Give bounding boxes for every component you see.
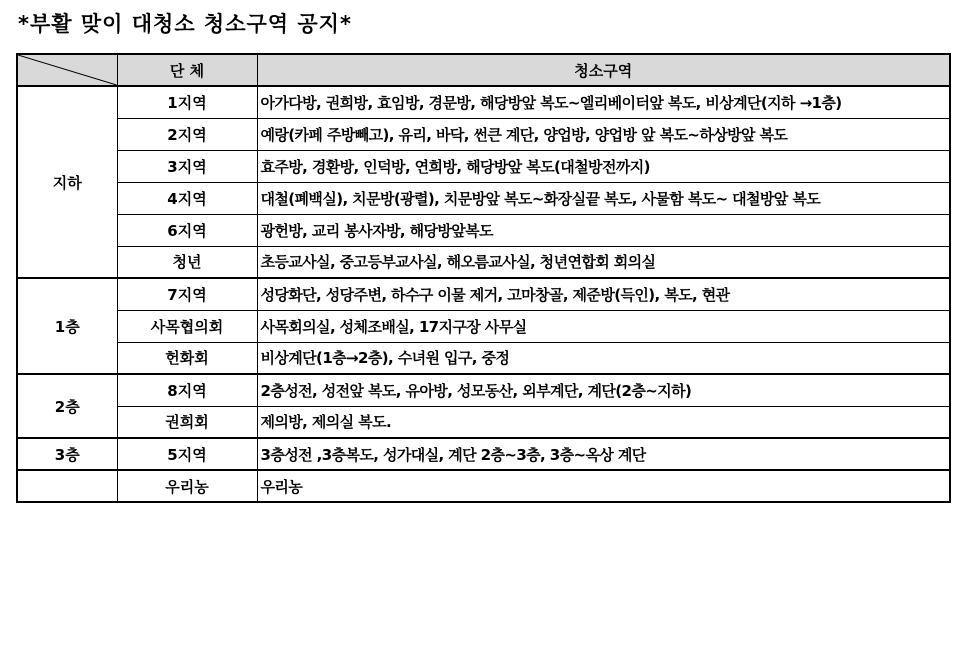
area-cell: 대철(폐백실), 치문방(광렬), 치문방앞 복도~화장실끝 복도, 사물함 복도~ 대철방앞 복도 xyxy=(257,182,950,214)
floor-cell: 3층 xyxy=(17,438,117,470)
area-cell: 제의방, 제의실 복도. xyxy=(257,406,950,438)
area-cell: 우리농 xyxy=(257,470,950,502)
table-header-row xyxy=(17,54,950,86)
group-cell: 7지역 xyxy=(117,278,257,310)
area-cell: 비상계단(1층→2층), 수녀원 입구, 중정 xyxy=(257,342,950,374)
cleaning-area-table xyxy=(16,53,951,503)
floor-cell xyxy=(17,470,117,502)
table-row xyxy=(17,118,950,150)
floor-cell: 1층 xyxy=(17,278,117,374)
page-title: *부활 맞이 대청소 청소구역 공지* xyxy=(18,12,352,36)
header-group: 단 체 xyxy=(117,54,257,86)
group-cell: 4지역 xyxy=(117,182,257,214)
group-cell: 사목협의회 xyxy=(117,310,257,342)
group-cell: 6지역 xyxy=(117,214,257,246)
table-row xyxy=(17,246,950,278)
area-cell: 3층성전 ,3층복도, 성가대실, 계단 2층~3층, 3층~옥상 계단 xyxy=(257,438,950,470)
group-cell: 1지역 xyxy=(117,86,257,118)
area-cell: 예랑(카페 주방빼고), 유리, 바닥, 썬큰 계단, 양업방, 양업방 앞 복도~하상방앞 복도 xyxy=(257,118,950,150)
diagonal-line-icon xyxy=(18,55,117,85)
table-row xyxy=(17,310,950,342)
group-cell: 3지역 xyxy=(117,150,257,182)
header-area: 청소구역 xyxy=(257,54,950,86)
group-cell: 2지역 xyxy=(117,118,257,150)
corner-diagonal-cell xyxy=(17,54,117,86)
floor-cell: 지하 xyxy=(17,86,117,278)
table-row xyxy=(17,438,950,470)
area-cell: 효주방, 경환방, 인덕방, 연희방, 해당방앞 복도(대철방전까지) xyxy=(257,150,950,182)
group-cell: 8지역 xyxy=(117,374,257,406)
table-row xyxy=(17,182,950,214)
table-row xyxy=(17,470,950,502)
area-cell: 광헌방, 교리 봉사자방, 해당방앞복도 xyxy=(257,214,950,246)
table-row xyxy=(17,278,950,310)
area-cell: 사목회의실, 성체조배실, 17지구장 사무실 xyxy=(257,310,950,342)
area-cell: 아가다방, 권희방, 효임방, 경문방, 해당방앞 복도~엘리베이터앞 복도, 비상계단(지하 →1층) xyxy=(257,86,950,118)
table-row xyxy=(17,150,950,182)
area-cell: 초등교사실, 중고등부교사실, 해오름교사실, 청년연합회 회의실 xyxy=(257,246,950,278)
table-row xyxy=(17,86,950,118)
table-row xyxy=(17,214,950,246)
table-row xyxy=(17,406,950,438)
group-cell: 청년 xyxy=(117,246,257,278)
table-row xyxy=(17,374,950,406)
table-row xyxy=(17,342,950,374)
area-cell: 2층성전, 성전앞 복도, 유아방, 성모동산, 외부계단, 계단(2층~지하) xyxy=(257,374,950,406)
group-cell: 권희회 xyxy=(117,406,257,438)
group-cell: 헌화회 xyxy=(117,342,257,374)
group-cell: 5지역 xyxy=(117,438,257,470)
floor-cell: 2층 xyxy=(17,374,117,438)
group-cell: 우리농 xyxy=(117,470,257,502)
area-cell: 성당화단, 성당주변, 하수구 이물 제거, 고마창골, 제준방(득인), 복도, 현관 xyxy=(257,278,950,310)
